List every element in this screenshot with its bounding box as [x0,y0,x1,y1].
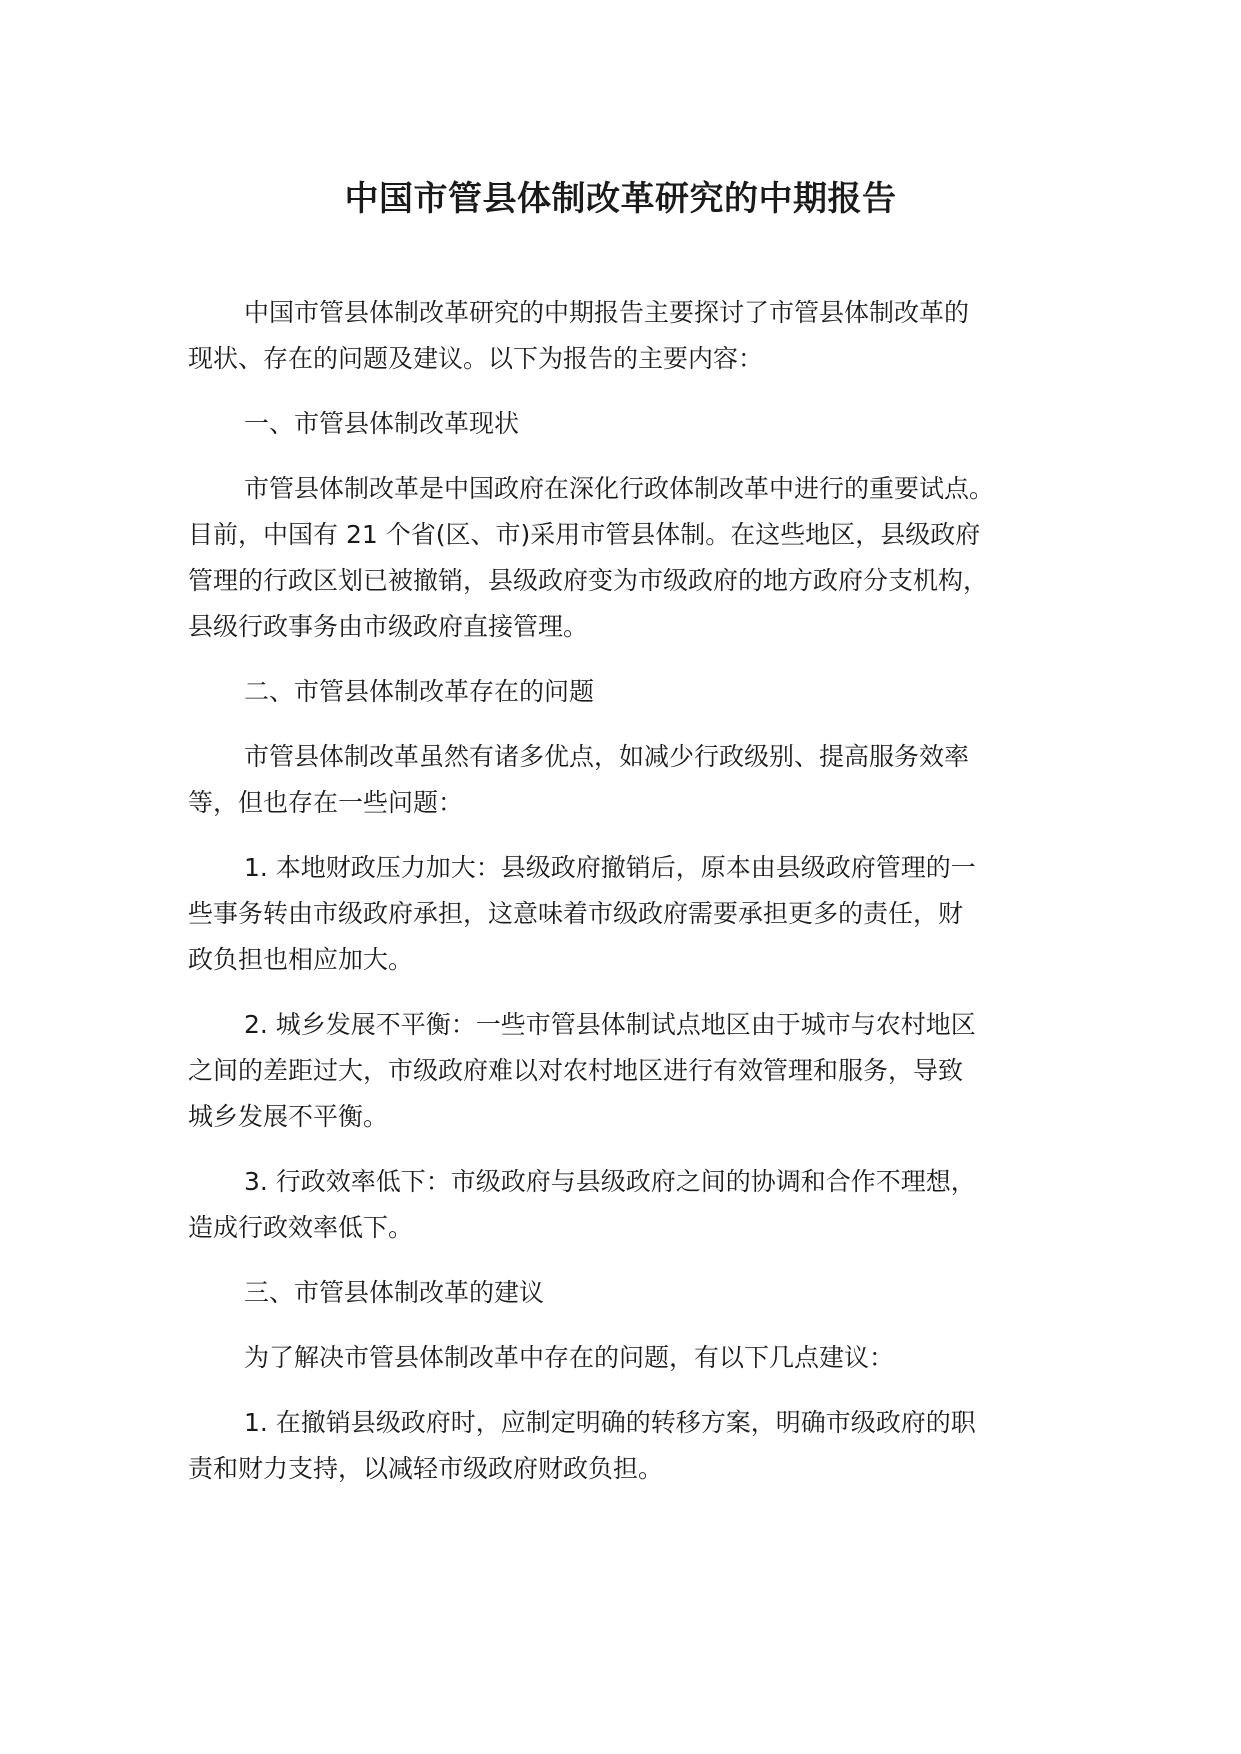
paragraph-line: 政负担也相应加大。 [188,945,414,974]
paragraph-line: 1. 本地财政压力加大：县级政府撤销后，原本由县级政府管理的一 [244,853,976,882]
body-paragraph [188,1400,1060,1492]
paragraph-line: 1. 在撤销县级政府时，应制定明确的转移方案，明确市级政府的职 [244,1408,976,1437]
body-paragraph [188,290,1060,382]
section-heading: 一、市管县体制改革现状 [244,409,520,438]
paragraph-line: 为了解决市管县体制改革中存在的问题，有以下几点建议： [244,1343,895,1372]
paragraph-line: 之间的差距过大，市级政府难以对农村地区进行有效管理和服务，导致 [188,1056,964,1085]
paragraph-line: 些事务转由市级政府承担，这意味着市级政府需要承担更多的责任，财 [188,899,964,928]
paragraph-line: 2. 城乡发展不平衡：一些市管县体制试点地区由于城市与农村地区 [244,1010,976,1039]
body-paragraph [188,1159,1060,1251]
paragraph-line: 城乡发展不平衡。 [188,1102,389,1131]
paragraph-line: 等，但也存在一些问题： [188,788,464,817]
document-title: 中国市管县体制改革研究的中期报告 [344,179,897,219]
paragraph-line: 市管县体制改革虽然有诸多优点，如减少行政级别、提高服务效率 [244,742,970,771]
paragraph-line: 目前，中国有 21 个省(区、市)采用市管县体制。在这些地区，县级政府 [188,520,981,549]
section-heading: 二、市管县体制改革存在的问题 [244,677,595,706]
body-paragraph [188,734,1060,826]
body-paragraph [188,1335,1060,1381]
section-heading: 三、市管县体制改革的建议 [244,1278,545,1307]
paragraph-line: 现状、存在的问题及建议。以下为报告的主要内容： [188,344,764,373]
paragraph-line: 市管县体制改革是中国政府在深化行政体制改革中进行的重要试点。 [244,474,995,503]
paragraph-line: 责和财力支持，以减轻市级政府财政负担。 [188,1454,664,1483]
body-paragraph [188,1002,1060,1140]
document-body [188,290,1060,1511]
paragraph-line: 造成行政效率低下。 [188,1213,414,1242]
body-paragraph [188,845,1060,983]
paragraph-line: 3. 行政效率低下：市级政府与县级政府之间的协调和合作不理想， [244,1167,976,1196]
paragraph-line: 中国市管县体制改革研究的中期报告主要探讨了市管县体制改革的 [244,298,970,327]
body-paragraph [188,466,1060,650]
paragraph-line: 县级行政事务由市级政府直接管理。 [188,612,589,641]
paragraph-line: 管理的行政区划已被撤销，县级政府变为市级政府的地方政府分支机构， [188,566,989,595]
